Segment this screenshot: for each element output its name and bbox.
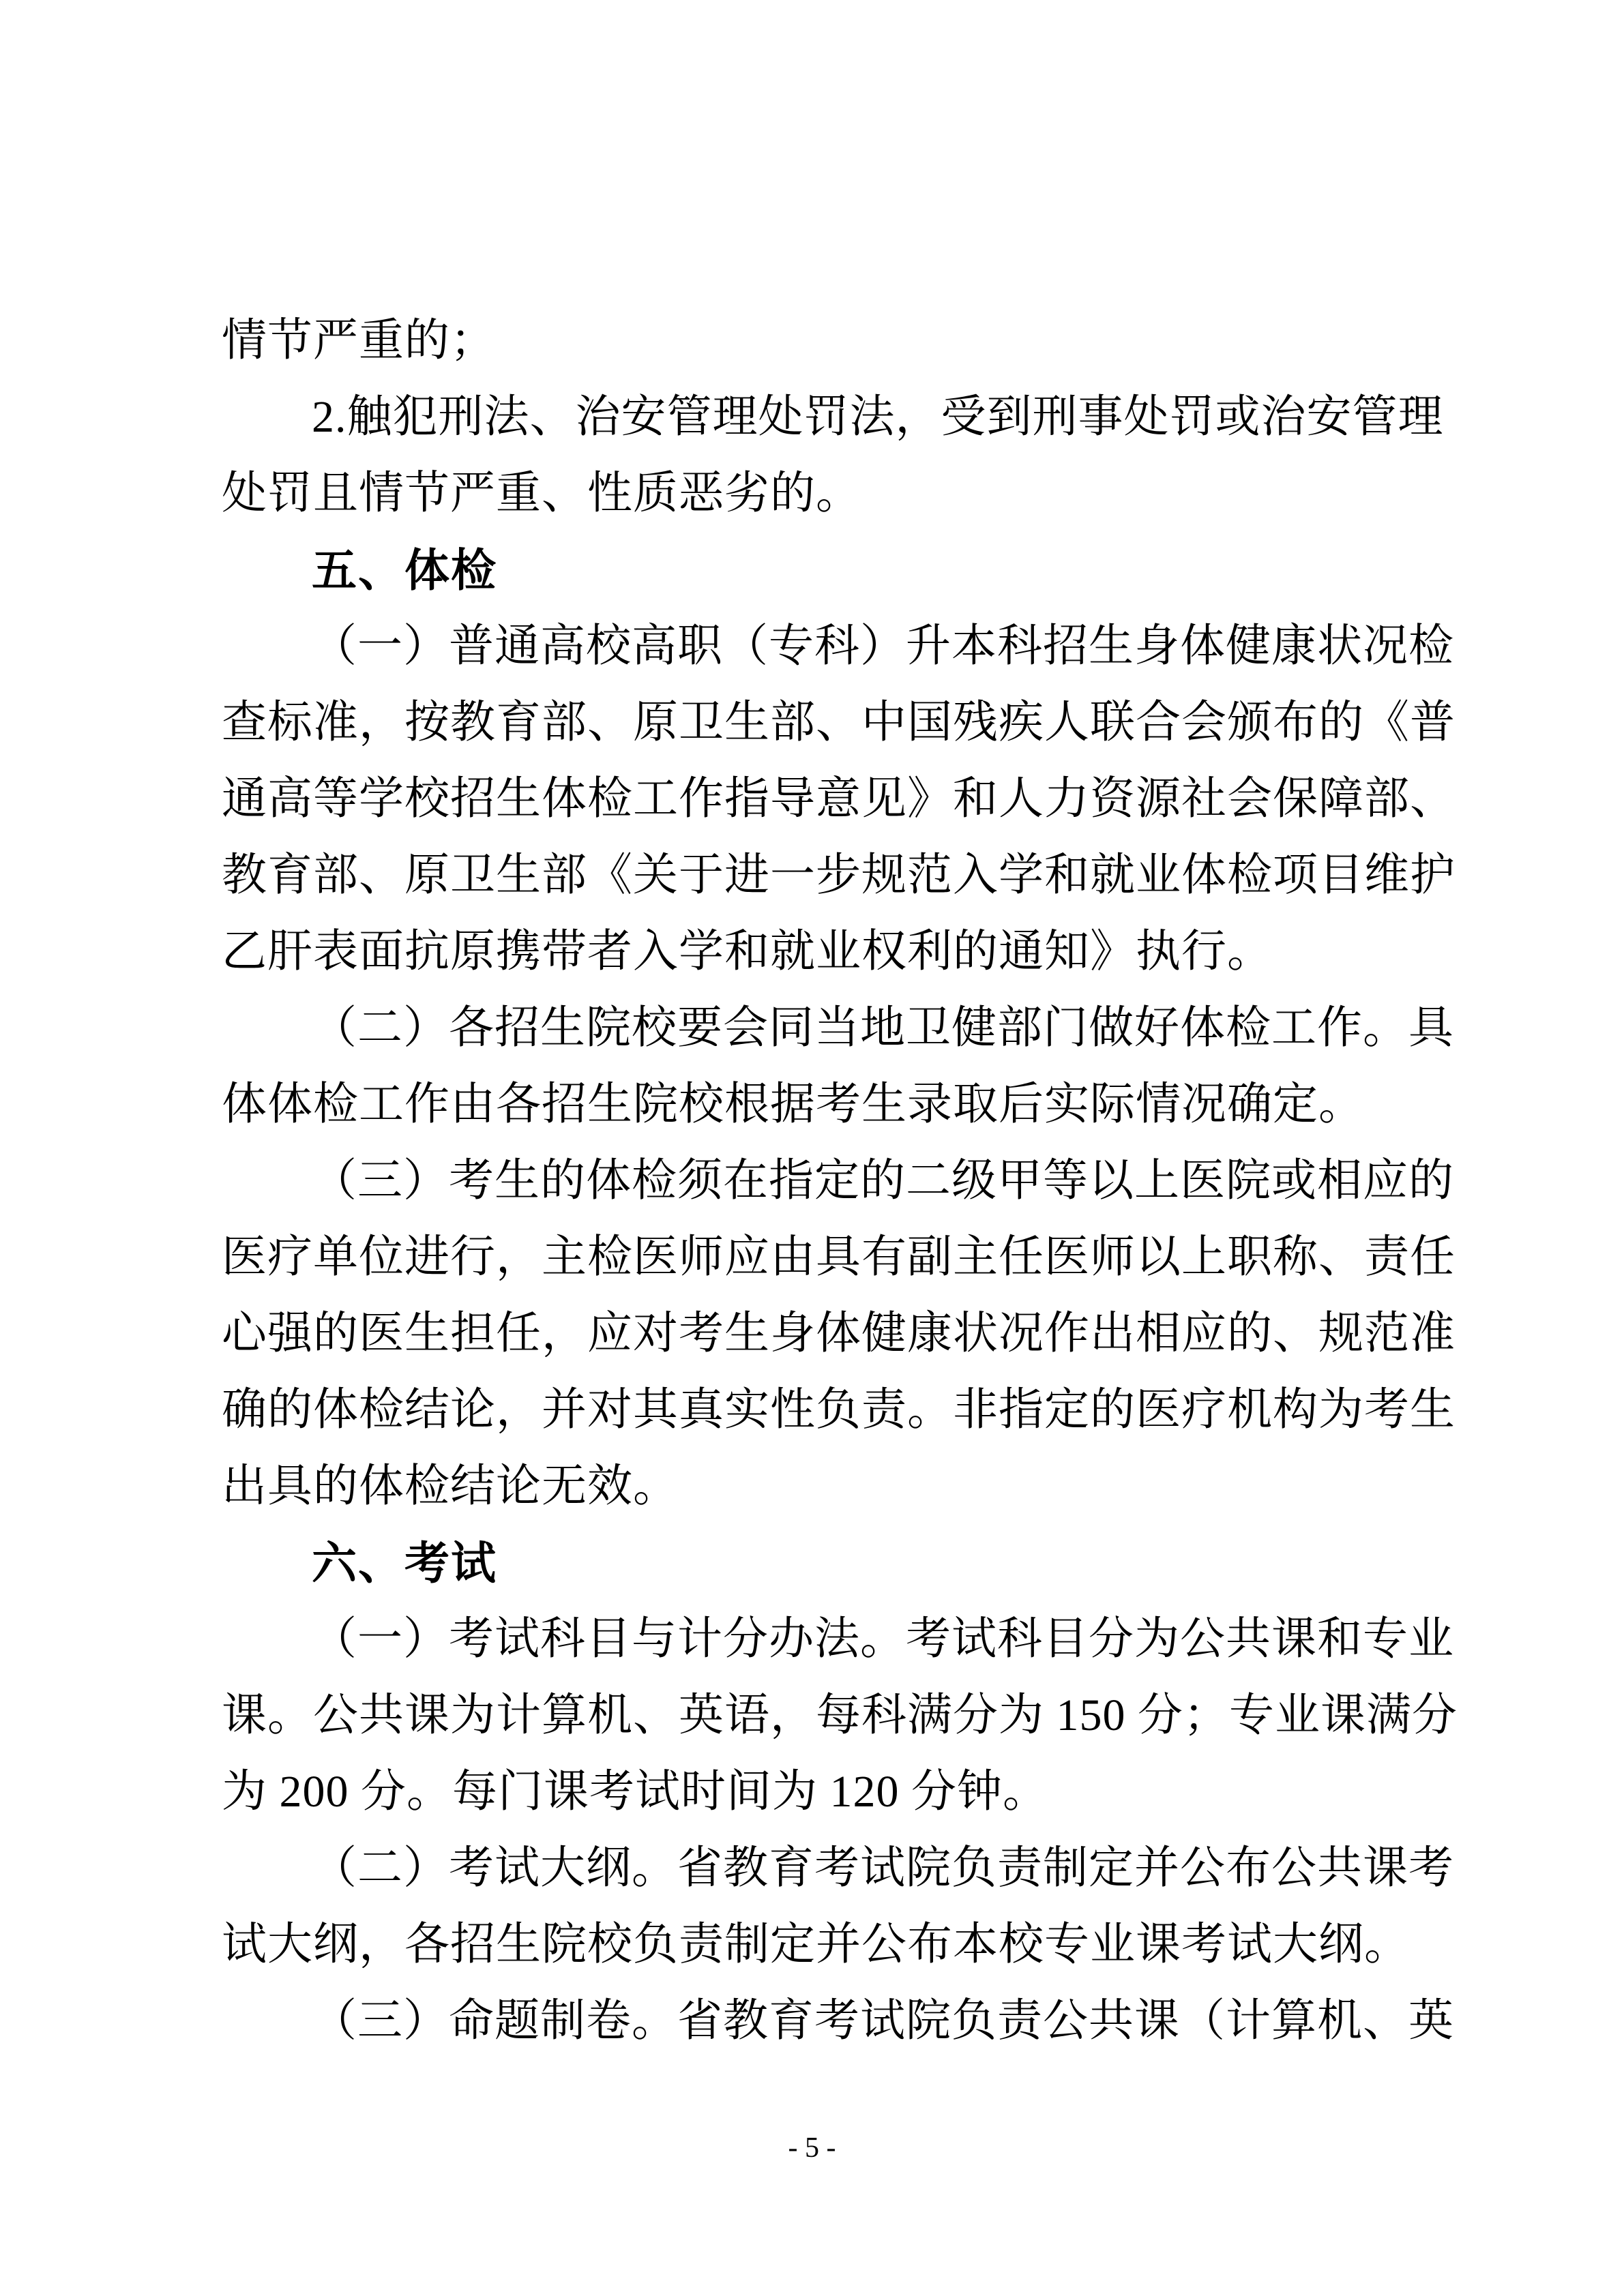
body-line-12: （三）考生的体检须在指定的二级甲等以上医院或相应的: [312, 1156, 1454, 1206]
section-heading-physical-exam: 五、体检: [312, 545, 497, 595]
body-line-8: 教育部、原卫生部《关于进一步规范入学和就业体检项目维护: [222, 850, 1456, 900]
body-line-1: 情节严重的；: [222, 316, 496, 366]
body-line-22: 试大纲，各招生院校负责制定并公布本校专业课考试大纲。: [222, 1920, 1410, 1969]
body-line-16: 出具的体检结论无效。: [222, 1461, 679, 1511]
page-number: - 5 -: [788, 2132, 836, 2164]
body-line-3: 处罚且情节严重、性质恶劣的。: [222, 468, 861, 518]
body-line-18: （一）考试科目与计分办法。考试科目分为公共课和专业: [312, 1614, 1454, 1664]
body-line-11: 体体检工作由各招生院校根据考生录取后实际情况确定。: [222, 1079, 1364, 1129]
document-body: [222, 303, 1458, 2059]
body-line-6: 查标准，按教育部、原卫生部、中国残疾人联合会颁布的《普: [222, 698, 1456, 747]
body-line-19: 课。公共课为计算机、英语，每科满分为 150 分；专业课满分: [222, 1690, 1458, 1740]
body-line-5: （一）普通高校高职（专科）升本科招生身体健康状况检: [312, 621, 1454, 671]
body-line-14: 心强的医生担任，应对考生身体健康状况作出相应的、规范准: [222, 1309, 1456, 1358]
body-line-20: 为 200 分。每门课考试时间为 120 分钟。: [222, 1767, 1048, 1817]
body-line-13: 医疗单位进行，主检医师应由具有副主任医师以上职称、责任: [222, 1232, 1456, 1282]
body-line-2: 2.触犯刑法、治安管理处罚法，受到刑事处罚或治安管理: [312, 392, 1444, 442]
section-heading-examination: 六、考试: [312, 1538, 497, 1588]
body-line-23: （三）命题制卷。省教育考试院负责公共课（计算机、英: [312, 1996, 1454, 2046]
body-line-9: 乙肝表面抗原携带者入学和就业权利的通知》执行。: [222, 927, 1273, 976]
body-line-21: （二）考试大纲。省教育考试院负责制定并公布公共课考: [312, 1843, 1454, 1893]
body-line-10: （二）各招生院校要会同当地卫健部门做好体检工作。具: [312, 1003, 1454, 1053]
body-line-7: 通高等学校招生体检工作指导意见》和人力资源社会保障部、: [222, 774, 1456, 824]
body-line-15: 确的体检结论，并对其真实性负责。非指定的医疗机构为考生: [222, 1385, 1456, 1435]
